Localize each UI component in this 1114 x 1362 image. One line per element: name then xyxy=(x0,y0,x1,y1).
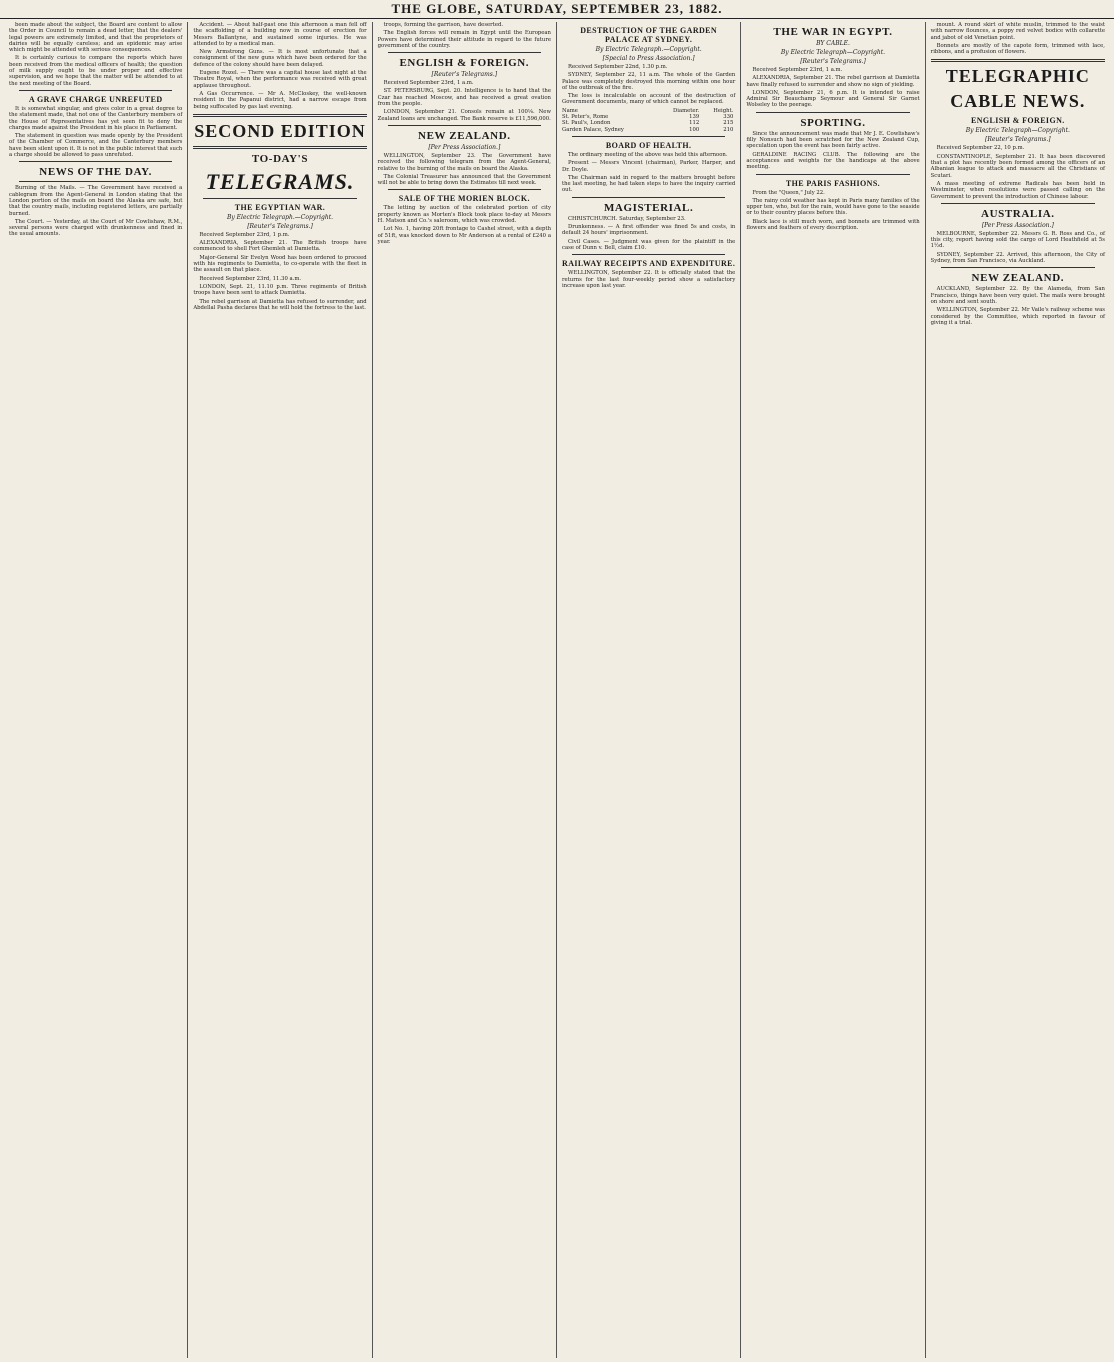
column-4 xyxy=(557,22,741,1358)
paragraph: WELLINGTON, September 22. Mr Vaile's railway scheme was considered by the Committee, which reported in favour of giving it a trial. xyxy=(930,307,1105,326)
paragraph: CHRISTCHURCH. Saturday, September 23. xyxy=(567,215,686,222)
column-6 xyxy=(926,22,1110,1358)
divider xyxy=(572,254,725,255)
table-cell: St. Peter's, Rome xyxy=(561,114,609,121)
heading-magisterial: MAGISTERIAL. xyxy=(603,201,694,214)
paragraph: Received September 23rd, 11.30 a.m. xyxy=(199,275,302,282)
columns xyxy=(4,22,1110,1358)
column-5 xyxy=(741,22,925,1358)
paragraph: mount. A round skirt of white muslin, trimmed to the waist with narrow flounces, a poppy red velvet bodice with collarette and jabot of old Venetian point. xyxy=(930,22,1105,41)
paragraph: Received September 22, 10 p.m. xyxy=(936,145,1025,152)
byline: [Reuter's Telegrams.] xyxy=(985,136,1051,144)
table-cell: 139 xyxy=(689,114,700,121)
heading-new-zealand: NEW ZEALAND. xyxy=(418,129,511,142)
divider xyxy=(756,174,909,175)
paragraph: SYDNEY, September 22. Arrived, this afternoon, the City of Sydney, from San Francisco, via Auckland. xyxy=(930,251,1105,265)
divider xyxy=(19,161,172,162)
byline: [Reuter's Telegrams.] xyxy=(247,222,313,230)
divider xyxy=(941,203,1095,204)
heading-telegrams: TELEGRAMS. xyxy=(205,168,355,194)
paragraph: Eugene Rozel. — There was a capital house last night at the Theatre Royal, when the performance was received with great applause throughout. xyxy=(193,70,367,89)
heading-todays: TO-DAY'S xyxy=(251,152,309,165)
divider xyxy=(193,114,366,117)
paragraph: The rainy cold weather has kept in Paris many families of the upper ten, who, but for the rain, would have gone to the seaside or to their country places before this. xyxy=(746,197,920,217)
divider xyxy=(193,146,366,149)
paragraph: MELBOURNE, September 22. Messrs G. R. Ross and Co., of this city, report having sold the cargo of Lord Heathfield at 5s 1½d. xyxy=(930,230,1105,250)
divider xyxy=(19,90,172,91)
paragraph: LONDON, Sept. 21, 11.10 p.m. Three regiments of British troops have been sent to attack Damietta. xyxy=(193,283,367,297)
byline: BY CABLE. xyxy=(816,40,850,47)
divider xyxy=(19,181,172,182)
heading-garden-palace: DESTRUCTION OF THE GARDEN PALACE AT SYDNEY. xyxy=(580,26,718,44)
paragraph: The statement in question was made openly by the President of the Chamber of Commerce, and the Canterbury members have been silent upon it. It is not in the public interest that such a charge should be allowed to pass unrefuted. xyxy=(9,133,183,159)
table-row xyxy=(562,127,735,133)
table-cell: 112 xyxy=(689,120,700,127)
byline: By Electric Telegraph.—Copyright. xyxy=(226,213,334,221)
byline: [Per Press Association.] xyxy=(428,143,501,151)
paragraph: Received September 23rd, 1 a.m. xyxy=(383,80,474,87)
paragraph: Since the announcement was made that Mr J. E. Cowlishaw's filly Nonsuch had been scratched for the New Zealand Cup, speculation upon the event has been fairly active. xyxy=(746,130,920,150)
heading-new-zealand: NEW ZEALAND. xyxy=(971,272,1065,285)
paragraph: AUCKLAND, September 22. By the Alameda, from San Francisco, things have been very quiet. The mails were brought on shore and sent south. xyxy=(930,286,1105,305)
byline: [Reuter's Telegrams.] xyxy=(431,71,498,79)
paragraph: It is somewhat singular, and gives color in a great degree to the statement made, that not one of the Canterbury members of the House of Representatives has yet seen fit to deny the charges made against the President in his place in Parliament. xyxy=(9,105,183,131)
heading-cable-news: CABLE NEWS. xyxy=(950,91,1086,112)
divider xyxy=(388,52,541,53)
paragraph: New Armstrong Guns. — It is most unfortunate that a consignment of the new guns which have been ordered for the defence of the colony should have been delayed. xyxy=(193,49,367,68)
paragraph: Bonnets are mostly of the capote form, trimmed with lace, ribbons, and a profusion of flowers. xyxy=(930,42,1105,56)
paragraph: WELLINGTON, September 23. The Government have received the following telegram from the Agent-General, relative to the burning of the mails on board the Alaska. xyxy=(377,152,551,172)
paragraph: The ordinary meeting of the above was held this afternoon. xyxy=(567,151,728,158)
heading-english-foreign: ENGLISH & FOREIGN. xyxy=(970,116,1065,126)
paragraph: The rebel garrison at Damietta has refused to surrender, and Abdellal Pasha declares that he will hold the fortress to the last. xyxy=(193,298,367,311)
table-cell: 330 xyxy=(723,114,734,121)
byline: [Special to Press Association.] xyxy=(602,55,695,62)
table-cell: St. Paul's, London xyxy=(561,120,611,127)
paragraph: Black lace is still much worn, and bonnets are trimmed with flowers and feathers of every description. xyxy=(746,218,920,232)
paragraph: The English forces will remain in Egypt until the European Powers have determined their attitude in regard to the future government of the country. xyxy=(377,30,551,49)
paragraph: Drunkenness. — A first offender was fined 5s and costs, in default 24 hours' imprisonment. xyxy=(561,224,736,237)
divider xyxy=(572,197,725,198)
paragraph: Received September 23rd, 1 p.m. xyxy=(199,231,290,238)
column-1 xyxy=(4,22,188,1358)
table-header: Name xyxy=(561,107,578,114)
table-cell: 215 xyxy=(723,120,734,127)
divider xyxy=(572,136,725,137)
heading-australia: AUSTRALIA. xyxy=(981,207,1055,220)
paragraph: The Court. — Yesterday, at the Court of Mr Cowlishaw, R.M., several persons were charged with drunkenness and fined in the usual amounts. xyxy=(9,218,183,238)
byline: By Electric Telegraph—Copyright. xyxy=(965,127,1070,135)
paragraph: CONSTANTINOPLE, September 21. It has been discovered that a plot has recently been formed among the officers of an Albanian league to attack and massacre all the Christians of Scutari. xyxy=(930,153,1105,179)
byline: By Electric Telegraph.—Copyright. xyxy=(595,46,702,53)
paragraph: been made about the subject, the Board are content to allow the Order in Council to remain a dead letter, that the dealers' legal powers are extremely limited, and that the proprietors of dairies will be equally careless; and an epidemic may arise which might be attended with serious consequences. xyxy=(9,22,183,54)
divider xyxy=(388,125,541,126)
heading-war-in-egypt: THE WAR IN EGYPT. xyxy=(773,26,893,38)
masthead: THE GLOBE, SATURDAY, SEPTEMBER 23, 1882. xyxy=(0,0,1114,19)
heading-second-edition: SECOND EDITION xyxy=(194,120,366,141)
table-cell: 100 xyxy=(689,126,700,133)
heading-board-of-health: BOARD OF HEALTH. xyxy=(605,140,692,150)
table-cell: 210 xyxy=(723,126,734,133)
paragraph: ST. PETERSBURG, Sept. 20. Intelligence is to hand that the Czar has reached Moscow, and has received a great ovation from the people. xyxy=(377,88,551,108)
paragraph: The Colonial Treasurer has announced that the Government will not be able to bring down the Estimates till next week. xyxy=(377,173,551,187)
paragraph: Present — Messrs Vincent (chairman), Parker, Harper, and Dr. Doyle. xyxy=(561,160,736,173)
column-3 xyxy=(373,22,557,1358)
heading-egyptian-war: THE EGYPTIAN WAR. xyxy=(234,202,326,212)
divider xyxy=(203,198,356,199)
heading-grave-charge: A GRAVE CHARGE UNREFUTED xyxy=(28,94,163,104)
paragraph: ALEXANDRIA, September 21. The rebel garrison at Damietta have finally refused to surrender and show no sign of yielding. xyxy=(746,75,920,88)
heading-paris-fashions: THE PARIS FASHIONS. xyxy=(785,178,881,188)
paragraph: GERALDINE RACING CLUB. The following are the acceptances and weights for the handicaps at the above meeting. xyxy=(746,151,920,171)
paragraph: Received September 22nd, 1.30 p.m. xyxy=(567,64,668,70)
paragraph: Lot No. 1, having 20ft frontage to Cashel street, with a depth of 51ft, was knocked down to Mr Anderson at a rental of £240 a year. xyxy=(377,226,551,245)
table-cell: Garden Palace, Sydney xyxy=(561,126,624,133)
paragraph: LONDON, September 21, 6 p.m. It is intended to raise Admiral Sir Beauchamp Seymour and General Sir Garnet Wolseley to the peerage. xyxy=(746,89,920,109)
heading-news-of-the-day: NEWS OF THE DAY. xyxy=(39,166,153,179)
paragraph: The letting by auction of the celebrated portion of city property known as Morten's Block took place to-day at Messrs H. Matson and Co.'s saleroom, which was crowded. xyxy=(377,205,551,225)
byline: [Reuter's Telegrams.] xyxy=(800,58,866,65)
paragraph: A mass meeting of extreme Radicals has been held in Westminster, when resolutions were passed calling on the Government to prevent the introduction of Chinese labour. xyxy=(930,180,1105,200)
heading-railway-receipts: RAILWAY RECEIPTS AND EXPENDITURE. xyxy=(562,259,736,269)
paragraph: ALEXANDRIA, September 21. The British troops have commenced to shell Fort Ghemleh at Damietta. xyxy=(193,240,367,253)
paragraph: It is certainly curious to compare the reports which have been received from the medical officers of health; the question of milk supply ought to be under proper and effective supervision, and we hope that the matter will be attended to at the next meeting of the Board. xyxy=(9,55,183,87)
paragraph: Received September 23rd, 1 a.m. xyxy=(752,67,843,73)
paragraph: Major-General Sir Evelyn Wood has been ordered to proceed with his regiments to Damietta, to co-operate with the fleet in the assault on that place. xyxy=(193,254,367,274)
table-header: Diameter. xyxy=(673,107,700,114)
dome-table xyxy=(562,108,735,133)
paragraph: From the "Queen," July 22. xyxy=(752,189,825,196)
paragraph: Accident. — About half-past one this afternoon a man fell off the scaffolding of a building now in course of erection for Messrs Ballantyne, and sustained some injuries. He was attended to by a medical man. xyxy=(193,22,367,47)
divider xyxy=(756,112,909,113)
byline: By Electric Telegraph—Copyright. xyxy=(780,49,886,56)
paragraph: LONDON, September 21. Consols remain at 100⅛. New Zealand loans are unchanged. The Bank reserve is £11,596,000. xyxy=(377,109,551,122)
paragraph: A Gas Occurrence. — Mr A. McCloskey, the well-known resident in the Papanui district, had a narrow escape from being suffocated by gas last evening. xyxy=(193,90,367,110)
heading-sporting: SPORTING. xyxy=(800,116,866,129)
heading-telegraphic: TELEGRAPHIC xyxy=(945,66,1090,87)
paragraph: The Chairman said in regard to the matters brought before the last meeting, he had taken steps to have the inquiry carried out. xyxy=(561,174,736,194)
table-header: Height. xyxy=(713,107,734,114)
paragraph: troops, forming the garrison, have deserted. xyxy=(383,22,504,28)
byline: [Per Press Association.] xyxy=(981,221,1054,229)
paragraph: Civil Cases. — Judgment was given for the plaintiff in the case of Dunn v. Bell, claim £10. xyxy=(561,238,736,251)
divider xyxy=(931,59,1105,62)
divider xyxy=(941,267,1095,268)
heading-morien-block: SALE OF THE MORIEN BLOCK. xyxy=(398,194,530,204)
paragraph: SYDNEY, September 22, 11 a.m. The whole of the Garden Palace was completely destroyed this morning within one hour of the outbreak of the fire. xyxy=(561,72,736,91)
heading-english-foreign: ENGLISH & FOREIGN. xyxy=(399,57,530,70)
paragraph: Burning of the Mails. — The Government have received a cablegram from the Agent-General in London stating that the London portion of the mails on board the Alaska are safe, but that the country mails, including registered letters, are partially burned. xyxy=(9,185,183,217)
column-2 xyxy=(188,22,372,1358)
divider xyxy=(388,189,541,190)
paragraph: The loss is incalculable on account of the destruction of Government documents, many of which cannot be replaced. xyxy=(561,93,736,106)
paragraph: WELLINGTON, September 22. It is officially stated that the returns for the last four-weekly period show a satisfactory increase upon last year. xyxy=(561,270,736,289)
